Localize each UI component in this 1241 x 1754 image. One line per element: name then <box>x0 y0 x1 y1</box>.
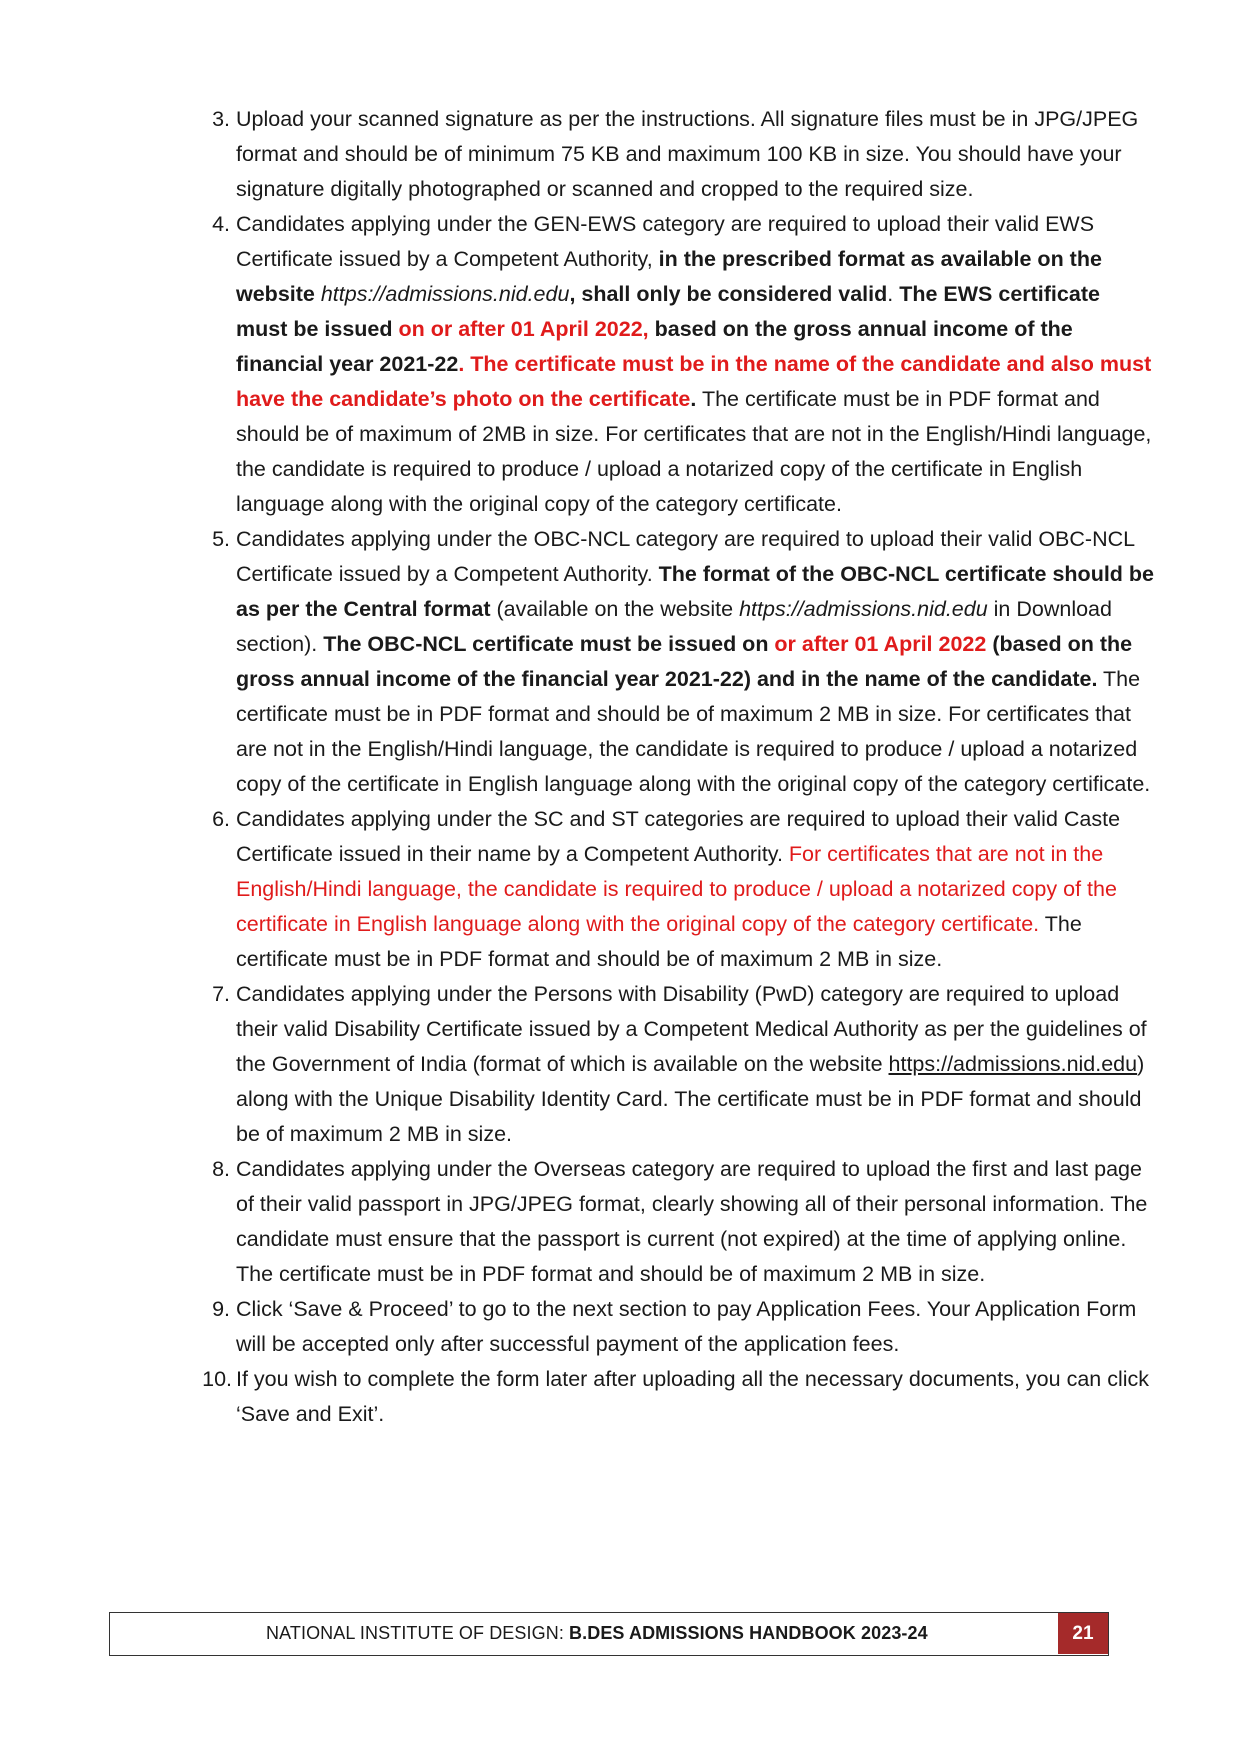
text-segment: Click ‘Save & Proceed’ to go to the next section to pay Application Fees. Your Application Form will be accepted only after successful payment of the application fees. <box>236 1297 1137 1356</box>
text-segment: (based on the gross annual income of the financial year 2021-22) and in the name of the candidate. <box>236 632 1133 691</box>
text-segment: based on the gross annual income of the financial year 2021-22 <box>236 317 1073 376</box>
list-item-number: 4. <box>212 212 230 236</box>
text-segment: The OBC-NCL certificate must be issued on <box>323 632 775 656</box>
list-item-number: 5. <box>212 527 230 551</box>
text-segment: . The certificate must be in the name of the candidate and also must have the candidate’s photo on the certificate <box>236 352 1152 411</box>
text-segment: Candidates applying under the GEN-EWS category are required to upload their valid EWS Certificate issued by a Competent Authority, <box>236 212 1095 271</box>
footer-handbook: B.DES ADMISSIONS HANDBOOK 2023-24 <box>569 1623 928 1643</box>
text-segment: Candidates applying under the SC and ST categories are required to upload their valid Caste Certificate issued in their name by a Competent Authority. <box>236 807 1121 866</box>
list-item <box>196 977 1156 1152</box>
text-segment: The certificate must be in PDF format and should be of maximum of 2MB in size. For certificates that are not in the English/Hindi language, the candidate is required to produce / upload a notarized copy of the certificate in English language along with the original copy of the category certificate. <box>236 387 1152 516</box>
list-item-number: 3. <box>212 107 230 131</box>
list-item <box>196 207 1156 522</box>
text-segment: The certificate must be in PDF format and should be of maximum 2 MB in size. For certificates that are not in the English/Hindi language, the candidate is required to produce / upload a notarized copy of the certificate in English language along with the original copy of the category certificate. <box>236 667 1151 796</box>
text-segment: If you wish to complete the form later after uploading all the necessary documents, you can click ‘Save and Exit’. <box>236 1367 1150 1426</box>
list-item-text <box>236 1367 1149 1426</box>
list-item-number: 9. <box>212 1297 230 1321</box>
text-segment: https://admissions.nid.edu <box>320 282 570 306</box>
list-item <box>196 102 1156 207</box>
list-item-text <box>236 807 1120 971</box>
text-segment: . <box>887 282 900 306</box>
list-item-text <box>236 527 1154 796</box>
text-segment: Candidates applying under the OBC-NCL category are required to upload their valid OBC-NCL Certificate issued by a Competent Authority. <box>236 527 1135 586</box>
text-segment: The certificate must be in PDF format and should be of maximum 2 MB in size. <box>236 912 1082 971</box>
list-item-text <box>236 1157 1147 1286</box>
text-segment: . <box>690 387 697 411</box>
list-item-text <box>236 982 1147 1146</box>
page-footer <box>109 1612 1109 1656</box>
text-segment: Upload your scanned signature as per the instructions. All signature files must be in JPG/JPEG format and should be of minimum 75 KB and maximum 100 KB in size. You should have your signature digitally photographed or scanned and cropped to the required size. <box>236 107 1139 201</box>
text-segment: The format of the OBC-NCL certificate should be as per the Central format <box>236 562 1154 621</box>
text-segment: in Download section). <box>236 597 1112 656</box>
text-segment: on or after 01 April 2022, <box>398 317 649 341</box>
list-item-text <box>236 1297 1136 1356</box>
list-item-number: 10. <box>202 1367 232 1391</box>
text-segment: Candidates applying under the Persons with Disability (PwD) category are required to upload their valid Disability Certificate issued by a Competent Medical Authority as per the guidelines of the Government of India (format of which is available on the website <box>236 982 1147 1076</box>
footer-title <box>266 1613 928 1654</box>
list-item-text <box>236 212 1151 516</box>
page-number: 21 <box>1058 1613 1108 1654</box>
list-item <box>196 1152 1156 1292</box>
list-item <box>196 1292 1156 1362</box>
list-item-number: 7. <box>212 982 230 1006</box>
text-segment: ) along with the Unique Disability Identity Card. The certificate must be in PDF format and should be of maximum 2 MB in size. <box>236 1052 1145 1146</box>
text-segment: The EWS certificate must be issued <box>236 282 1100 341</box>
text-segment: For certificates that are not in the English/Hindi language, the candidate is required to produce / upload a notarized copy of the certificate in English language along with the original copy of the category certificate. <box>236 842 1117 936</box>
list-item <box>196 802 1156 977</box>
list-item-number: 6. <box>212 807 230 831</box>
website-link[interactable]: https://admissions.nid.edu <box>888 1052 1138 1076</box>
text-segment: in the prescribed format as available on the website <box>236 247 1102 306</box>
text-segment: or after 01 April 2022 <box>774 632 987 656</box>
list-item-text <box>236 107 1138 201</box>
text-segment: Candidates applying under the Overseas category are required to upload the first and last page of their valid passport in JPG/JPEG format, clearly showing all of their personal information. The candidate must ensure that the passport is current (not expired) at the time of applying online. The certificate must be in PDF format and should be of maximum 2 MB in size. <box>236 1157 1148 1286</box>
instruction-list <box>196 102 1156 1432</box>
list-item-number: 8. <box>212 1157 230 1181</box>
list-item <box>196 1362 1156 1432</box>
text-segment: https://admissions.nid.edu <box>739 597 988 621</box>
text-segment: , shall only be considered valid <box>569 282 888 306</box>
text-segment: (available on the website <box>490 597 740 621</box>
footer-institute: NATIONAL INSTITUTE OF DESIGN: <box>266 1623 570 1643</box>
list-item <box>196 522 1156 802</box>
